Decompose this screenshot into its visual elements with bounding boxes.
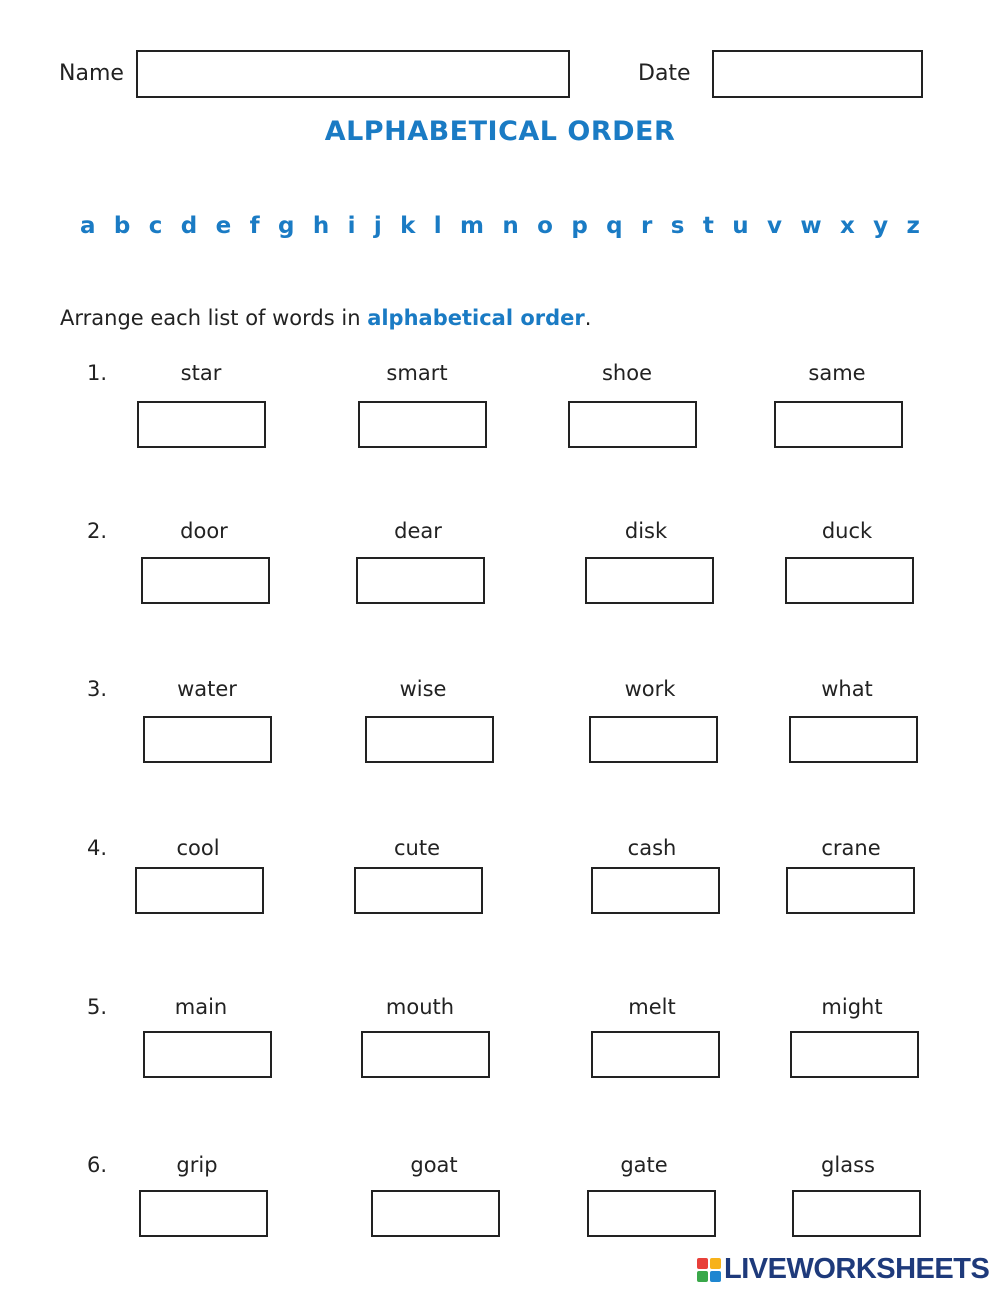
alphabet-letter: j [373, 213, 382, 239]
exercise-number: 6. [87, 1153, 108, 1177]
word-label: grip [176, 1153, 218, 1177]
word-label: water [177, 677, 237, 701]
exercise-number: 1. [87, 361, 108, 385]
alphabet-letter: q [606, 213, 623, 239]
alphabet-letter: u [732, 213, 749, 239]
answer-box[interactable] [591, 1031, 720, 1078]
answer-box[interactable] [361, 1031, 490, 1078]
name-label: Name [59, 61, 124, 86]
alphabet-letter: z [906, 213, 920, 239]
alphabet-letter: l [433, 213, 442, 239]
word-label: might [821, 995, 883, 1019]
alphabet-letter: a [80, 213, 96, 239]
word-label: star [180, 361, 222, 385]
exercise-number: 5. [87, 995, 108, 1019]
alphabet-letter: e [215, 213, 232, 239]
alphabet-row [80, 213, 920, 239]
answer-box[interactable] [792, 1190, 921, 1237]
word-label: mouth [385, 995, 455, 1019]
exercise-number: 3. [87, 677, 108, 701]
word-label: shoe [601, 361, 653, 385]
exercise-number: 2. [87, 519, 108, 543]
alphabet-letter: b [113, 213, 131, 239]
answer-box[interactable] [568, 401, 697, 448]
answer-box[interactable] [143, 1031, 272, 1078]
word-label: cute [393, 836, 440, 860]
instructions-prefix: Arrange each list of words in [60, 306, 368, 330]
alphabet-letter: s [670, 213, 685, 239]
date-label: Date [638, 61, 691, 86]
word-label: melt [628, 995, 676, 1019]
word-label: door [180, 519, 228, 543]
page-title: ALPHABETICAL ORDER [324, 116, 676, 147]
alphabet-letter: i [347, 213, 356, 239]
logo-square [710, 1271, 721, 1282]
answer-box[interactable] [589, 716, 718, 763]
alphabet-letter: d [180, 213, 198, 239]
answer-box[interactable] [774, 401, 903, 448]
answer-box[interactable] [141, 557, 270, 604]
answer-box[interactable] [785, 557, 914, 604]
word-label: work [624, 677, 676, 701]
word-label: glass [821, 1153, 875, 1177]
word-label: duck [821, 519, 873, 543]
word-label: cash [627, 836, 677, 860]
logo-square [697, 1271, 708, 1282]
alphabet-letter: x [839, 213, 855, 239]
word-label: goat [410, 1153, 458, 1177]
alphabet-letter: g [277, 213, 295, 239]
alphabet-letter: p [571, 213, 588, 239]
alphabet-letter: o [537, 213, 553, 239]
answer-box[interactable] [585, 557, 714, 604]
alphabet-letter: w [800, 213, 822, 239]
answer-box[interactable] [143, 716, 272, 763]
answer-box[interactable] [790, 1031, 919, 1078]
alphabet-letter: h [312, 213, 330, 239]
word-label: same [808, 361, 866, 385]
word-label: disk [624, 519, 668, 543]
alphabet-letter: r [641, 213, 653, 239]
logo-square [697, 1258, 708, 1269]
instructions-highlight: alphabetical order [367, 306, 585, 330]
exercise-number: 4. [87, 836, 108, 860]
alphabet-letter: v [766, 213, 782, 239]
logo-square [710, 1258, 721, 1269]
alphabet-letter: f [249, 213, 260, 239]
word-label: smart [386, 361, 448, 385]
answer-box[interactable] [371, 1190, 500, 1237]
alphabet-letter: k [400, 213, 416, 239]
alphabet-letter: t [702, 213, 714, 239]
word-label: crane [821, 836, 881, 860]
answer-box[interactable] [354, 867, 483, 914]
date-input[interactable] [712, 50, 923, 98]
answer-box[interactable] [587, 1190, 716, 1237]
answer-box[interactable] [137, 401, 266, 448]
word-label: cool [176, 836, 220, 860]
word-label: what [821, 677, 873, 701]
answer-box[interactable] [135, 867, 264, 914]
word-label: dear [394, 519, 442, 543]
answer-box[interactable] [789, 716, 918, 763]
alphabet-letter: n [502, 213, 519, 239]
logo-text: LIVEWORKSHEETS [724, 1253, 990, 1285]
alphabet-letter: y [873, 213, 889, 239]
alphabet-letter: c [148, 213, 163, 239]
logo-icon [697, 1258, 721, 1282]
alphabet-letter: m [460, 213, 485, 239]
word-label: main [174, 995, 228, 1019]
word-label: gate [620, 1153, 668, 1177]
answer-box[interactable] [139, 1190, 268, 1237]
answer-box[interactable] [358, 401, 487, 448]
answer-box[interactable] [786, 867, 915, 914]
name-input[interactable] [136, 50, 570, 98]
answer-box[interactable] [365, 716, 494, 763]
word-label: wise [399, 677, 447, 701]
instructions-suffix: . [584, 306, 592, 330]
answer-box[interactable] [591, 867, 720, 914]
liveworksheets-logo [697, 1253, 989, 1286]
instructions [60, 306, 591, 330]
answer-box[interactable] [356, 557, 485, 604]
